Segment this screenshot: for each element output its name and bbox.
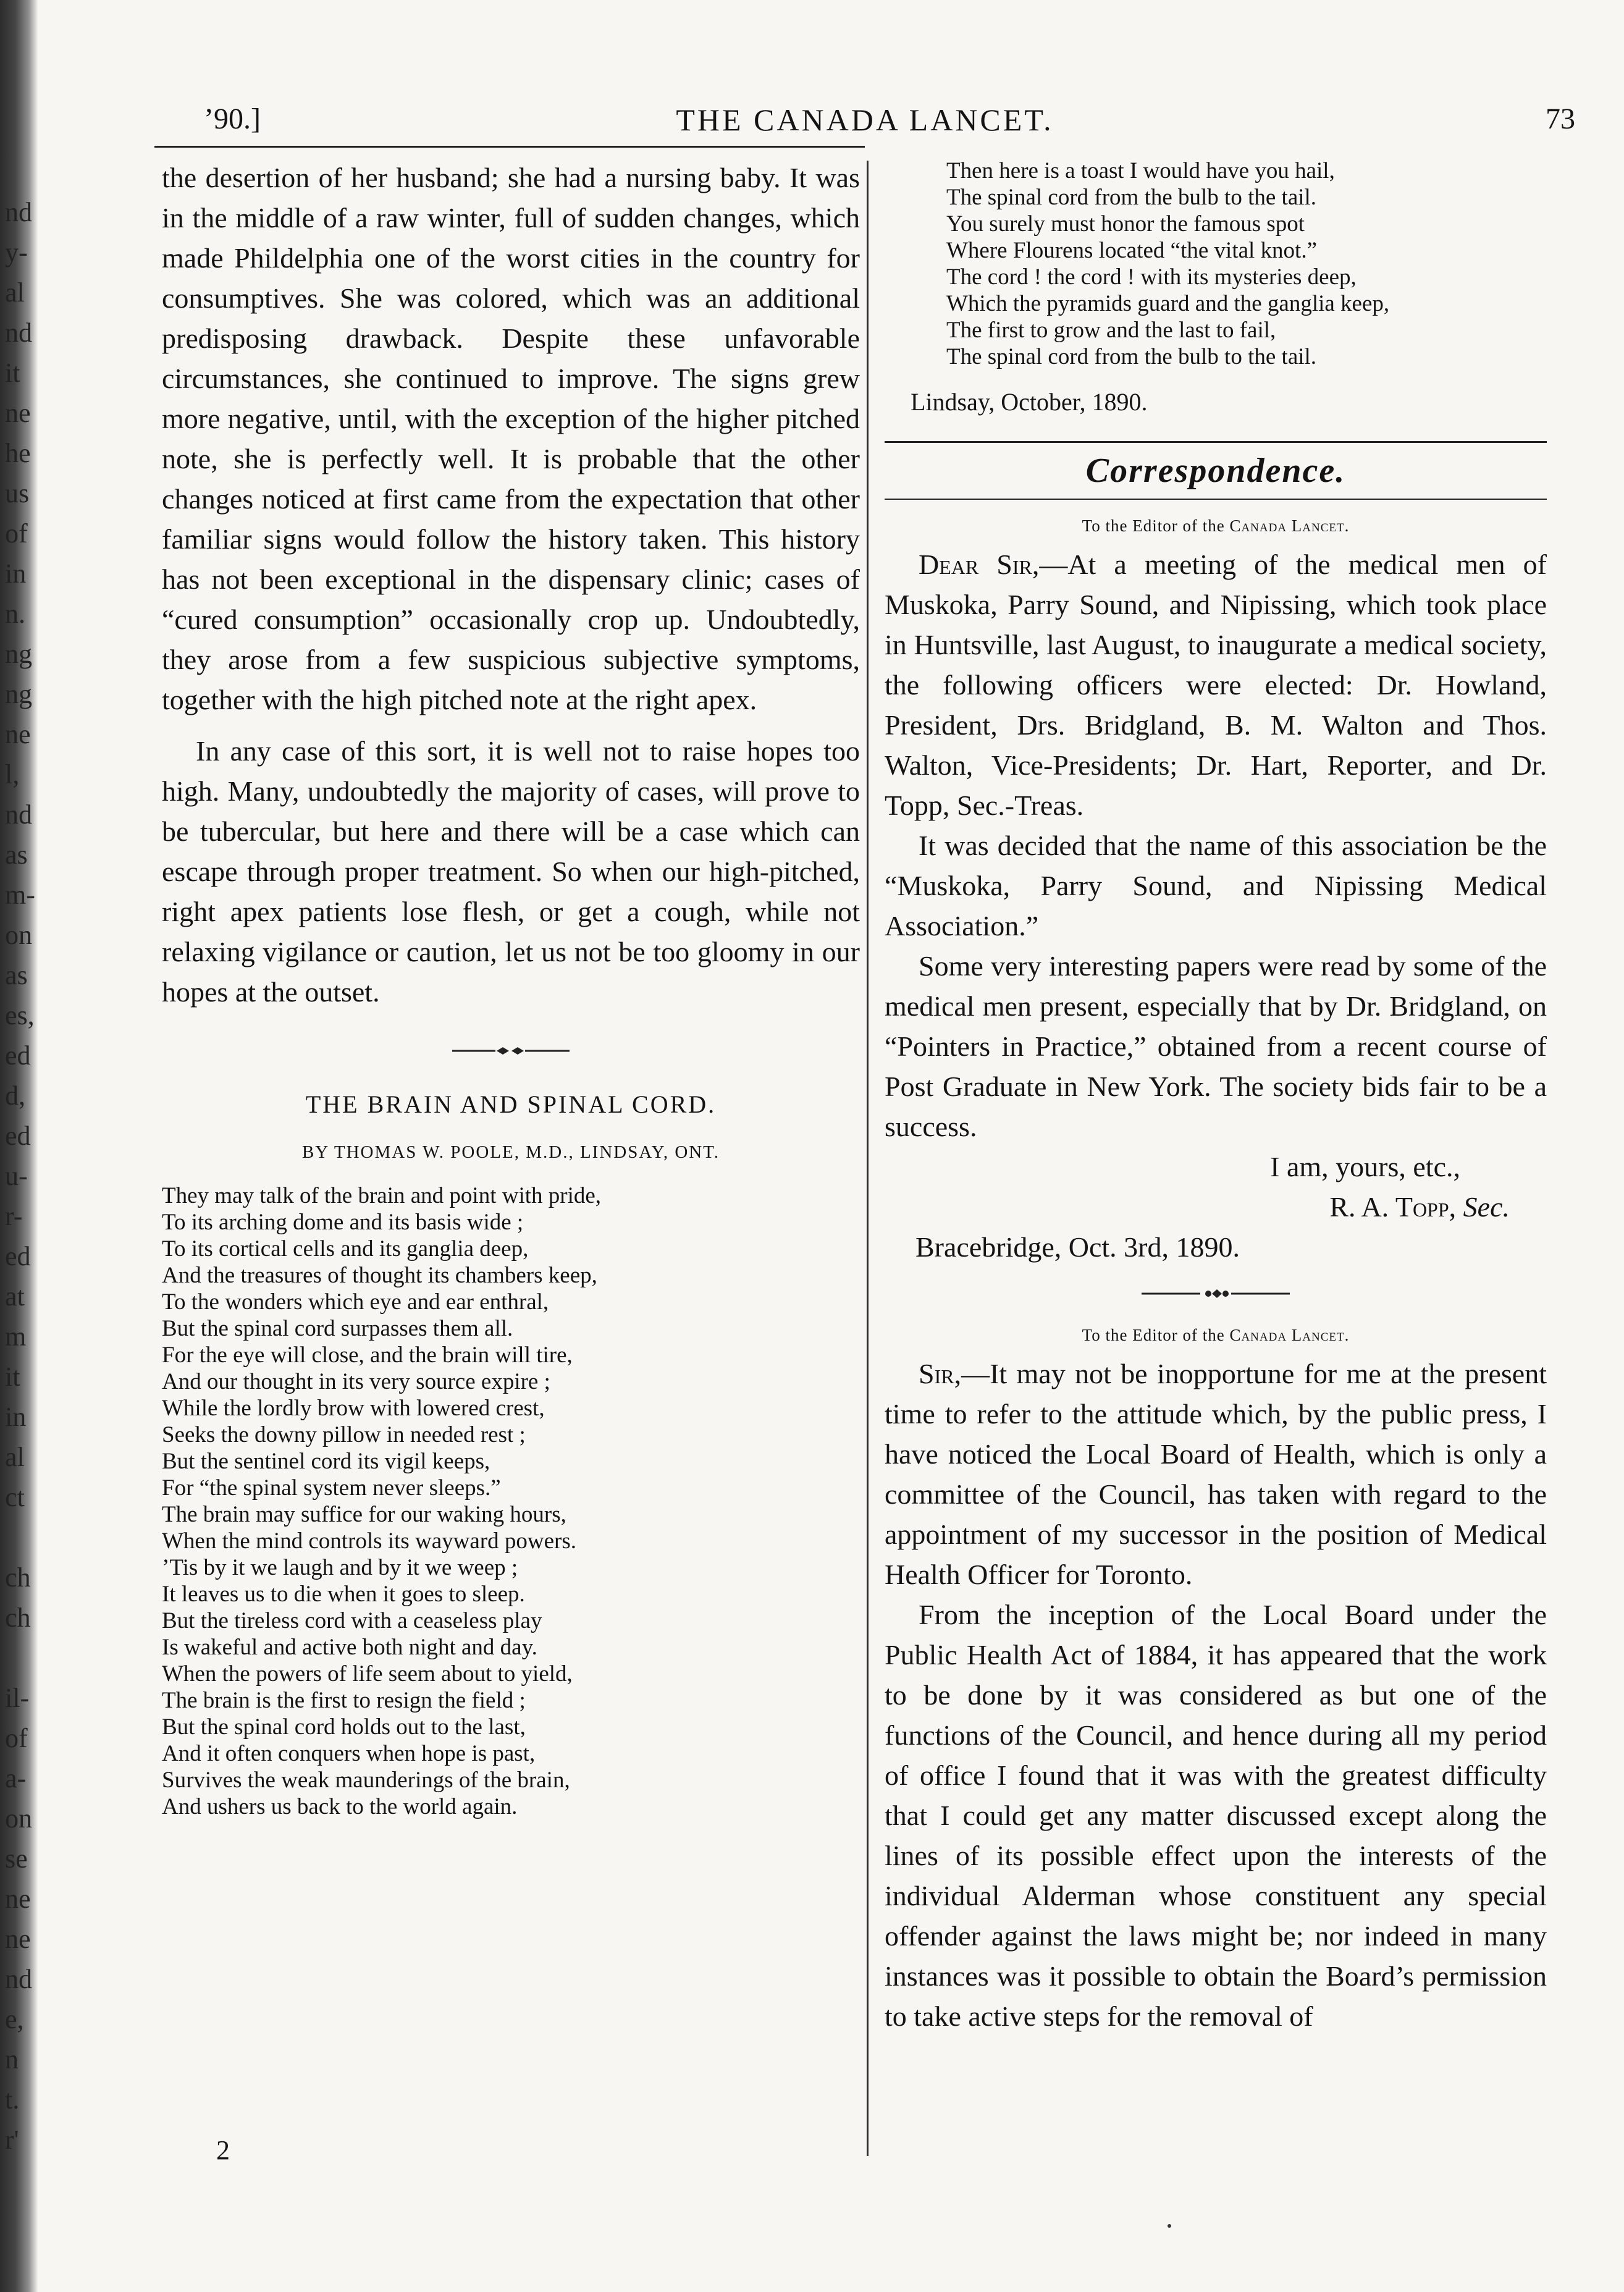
address-prefix: To the Editor of the bbox=[1082, 516, 1230, 535]
verse-line: Where Flourens located “the vital knot.” bbox=[946, 238, 1318, 263]
verse-line: You surely must honor the famous spot bbox=[946, 211, 1305, 237]
margin-fragment: ct bbox=[5, 1482, 25, 1512]
letter-address bbox=[885, 510, 1547, 542]
margin-fragment: ne bbox=[5, 1884, 31, 1914]
verse-line: They may talk of the brain and point with pride, bbox=[162, 1183, 602, 1208]
margin-fragment: l, bbox=[5, 759, 20, 790]
running-header bbox=[154, 102, 1575, 145]
verse-line: When the mind controls its wayward powers. bbox=[162, 1528, 576, 1554]
verse-line: It leaves us to die when it goes to sleep. bbox=[162, 1582, 525, 1607]
letter-closing: I am, yours, etc., bbox=[1270, 1151, 1460, 1182]
ink-speck bbox=[1168, 2224, 1171, 2228]
poem-stanza-3 bbox=[162, 1501, 860, 1661]
margin-fragment: as bbox=[5, 960, 28, 990]
section-heading: Correspondence. bbox=[1085, 452, 1346, 490]
column-divider bbox=[867, 161, 869, 2156]
verse-line: Seeks the downy pillow in needed rest ; bbox=[162, 1422, 526, 1447]
left-column bbox=[162, 158, 860, 1820]
address-journal: Canada Lancet. bbox=[1229, 1326, 1350, 1344]
address-prefix: To the Editor of the bbox=[1082, 1326, 1230, 1344]
margin-fragment: on bbox=[5, 920, 32, 950]
margin-fragment: d, bbox=[5, 1081, 25, 1111]
ornament-divider-icon bbox=[452, 1045, 570, 1057]
margin-fragment: es, bbox=[5, 1000, 35, 1030]
margin-fragment: nd bbox=[5, 318, 32, 348]
margin-fragment: r- bbox=[5, 1201, 23, 1231]
margin-fragment: se bbox=[5, 1843, 28, 1874]
margin-fragment: on bbox=[5, 1803, 32, 1834]
margin-fragment: u- bbox=[5, 1161, 28, 1191]
journal-title: THE CANADA LANCET. bbox=[676, 103, 1054, 137]
margin-fragment: of bbox=[5, 1723, 28, 1753]
verse-line: For the eye will close, and the brain will tire, bbox=[162, 1342, 573, 1368]
margin-fragment: al bbox=[5, 277, 25, 308]
margin-fragment: nd bbox=[5, 197, 32, 227]
margin-fragment: it bbox=[5, 358, 20, 388]
letter-paragraph bbox=[885, 544, 1547, 825]
verse-line: Then here is a toast I would have you hail, bbox=[946, 158, 1335, 183]
margin-fragment: t. bbox=[5, 2084, 20, 2115]
ornament-divider-icon bbox=[1142, 1287, 1290, 1300]
margin-fragment: il- bbox=[5, 1683, 30, 1713]
letter-paragraph: From the inception of the Local Board under the Public Health Act of 1884, it has appeared that the work to be done by it was considered as but one of the functions of the Council, and hence during all my period of office I found that it was with the greatest difficulty that I could get any matter discussed except along the lines of its possible effect upon the interests of the individual Alderman whose constituent any special offender against the laws might be; nor indeed in many instances was it possible to obtain the Board’s permission to take active steps for the removal of bbox=[885, 1599, 1547, 2032]
letter-text: —It may not be inopportune for me at the present time to refer to the attitude which, by the public press, I have noticed the Local Board of Health, which is only a committee of the Council, has taken with regard to the appointment of my successor in the position of Medical Health Officer for Toronto. bbox=[885, 1358, 1547, 1590]
previous-page-margin-fragments bbox=[5, 0, 54, 2292]
verse-line: But the spinal cord holds out to the last, bbox=[162, 1714, 526, 1740]
poem-stanza-1 bbox=[162, 1182, 860, 1342]
paragraph-caution: In any case of this sort, it is well not to raise hopes too high. Many, undoubtedly the majority of cases, will prove to be tubercular, but here and there will be a case which can escape through proper treatment. So when our high-pitched, right apex patients lose flesh, or get a cough, while not relaxing vigilance or caution, let us not be too gloomy in our hopes at the outset. bbox=[162, 735, 860, 1008]
margin-fragment: ch bbox=[5, 1603, 31, 1633]
letter-signer bbox=[885, 1187, 1547, 1227]
poem-stanza-4 bbox=[162, 1661, 860, 1820]
margin-fragment: ne bbox=[5, 719, 31, 749]
margin-fragment: he bbox=[5, 438, 31, 468]
poem-stanza-2 bbox=[162, 1342, 860, 1501]
verse-line: Survives the weak maunderings of the brain, bbox=[162, 1767, 570, 1793]
margin-fragment: ed bbox=[5, 1241, 31, 1271]
margin-fragment: e, bbox=[5, 2004, 24, 2034]
header-rule bbox=[154, 146, 865, 148]
margin-fragment: a- bbox=[5, 1763, 27, 1793]
margin-fragment: ne bbox=[5, 398, 31, 428]
verse-line: The spinal cord from the bulb to the tail. bbox=[946, 344, 1317, 369]
letter-ornament bbox=[885, 1286, 1547, 1304]
verse-line: But the tireless cord with a ceaseless play bbox=[162, 1608, 542, 1633]
margin-fragment: r' bbox=[5, 2125, 19, 2155]
verse-line: And it often conquers when hope is past, bbox=[162, 1741, 536, 1766]
margin-fragment: m- bbox=[5, 880, 35, 910]
verse-line: For “the spinal system never sleeps.” bbox=[162, 1475, 501, 1501]
letter-place-date: Bracebridge, Oct. 3rd, 1890. bbox=[915, 1231, 1240, 1263]
verse-line: The cord ! the cord ! with its mysteries deep, bbox=[946, 264, 1357, 290]
address-journal: Canada Lancet. bbox=[1229, 516, 1350, 535]
verse-line: When the powers of life seem about to yield, bbox=[162, 1661, 573, 1687]
header-year: ’90.] bbox=[204, 103, 261, 135]
verse-line: But the sentinel cord its vigil keeps, bbox=[162, 1449, 490, 1474]
margin-fragment: ng bbox=[5, 679, 32, 709]
margin-fragment: ch bbox=[5, 1562, 31, 1593]
signer-title: Sec. bbox=[1463, 1191, 1510, 1223]
verse-line: To the wonders which eye and ear enthral, bbox=[162, 1289, 549, 1315]
margin-fragment: as bbox=[5, 840, 28, 870]
verse-line: And our thought in its very source expire ; bbox=[162, 1369, 550, 1394]
margin-fragment: ne bbox=[5, 1924, 31, 1954]
letter-text: —At a meeting of the medical men of Muskoka, Parry Sound, and Nipissing, which took place in Huntsville, last August, to inaugurate a medical society, the following officers were elected: Dr. Howland, President, Drs. Bridgland, B. M. Walton and Thos. Walton, Vice-Presidents; Dr. Hart, Reporter, and Dr. Topp, Sec.-Treas. bbox=[885, 549, 1547, 821]
signer-name: R. A. Topp, bbox=[1329, 1191, 1457, 1223]
verse-line: And the treasures of thought its chambers keep, bbox=[162, 1263, 597, 1288]
margin-fragment: us bbox=[5, 478, 30, 508]
verse-line: And ushers us back to the world again. bbox=[162, 1794, 518, 1819]
verse-line: The spinal cord from the bulb to the tail. bbox=[946, 185, 1317, 210]
verse-line: The brain is the first to resign the field ; bbox=[162, 1688, 526, 1713]
margin-fragment: n bbox=[5, 2044, 19, 2075]
letter-salutation: Sir, bbox=[919, 1358, 962, 1389]
margin-fragment: m bbox=[5, 1321, 27, 1352]
verse-line: While the lordly brow with lowered crest, bbox=[162, 1396, 545, 1421]
paragraph-continuation: the desertion of her husband; she had a nursing baby. It was in the middle of a raw winter, full of sudden changes, which made Phildelphia one of the worst cities in the country for consumptives. She was colored, which was an additional predisposing drawback. Despite these unfavorable circumstances, she continued to improve. The signs grew more negative, until, with the exception of the higher pitched note, she is perfectly well. It is probable that the other changes noticed at first came from the expectation that other familiar signs would follow the history taken. This history has not been exceptional in the dispensary clinic; cases of “cured consumption” occasionally crop up. Undoubtedly, they arose from a few suspicious subjective symptoms, together with the high pitched note at the right apex. bbox=[162, 162, 860, 715]
margin-fragment: nd bbox=[5, 799, 32, 830]
margin-fragment: al bbox=[5, 1442, 25, 1472]
page-number: 73 bbox=[1546, 103, 1575, 135]
margin-fragment: n. bbox=[5, 599, 25, 629]
verse-line: Which the pyramids guard and the ganglia keep, bbox=[946, 291, 1390, 316]
poem-place-date: Lindsay, October, 1890. bbox=[911, 388, 1148, 416]
poem-stanza-5 bbox=[946, 158, 1547, 370]
margin-fragment: in bbox=[5, 1402, 27, 1432]
margin-fragment: ng bbox=[5, 639, 32, 669]
margin-fragment: at bbox=[5, 1281, 25, 1312]
verse-line: ’Tis by it we laugh and by it we weep ; bbox=[162, 1555, 518, 1580]
section-bottom-rule bbox=[885, 499, 1547, 500]
verse-line: The brain may suffice for our waking hours, bbox=[162, 1502, 566, 1527]
verse-line: The first to grow and the last to fail, bbox=[946, 318, 1276, 343]
margin-fragment: nd bbox=[5, 1964, 32, 1994]
right-column bbox=[885, 158, 1547, 2036]
verse-line: But the spinal cord surpasses them all. bbox=[162, 1316, 513, 1341]
margin-fragment: ed bbox=[5, 1121, 31, 1151]
margin-fragment: it bbox=[5, 1362, 20, 1392]
letter-paragraph: It was decided that the name of this association be the “Muskoka, Parry Sound, and Nipissing Medical Association.” bbox=[885, 830, 1547, 942]
verse-line: Is wakeful and active both night and day. bbox=[162, 1635, 537, 1660]
signature-mark: 2 bbox=[216, 2135, 230, 2165]
margin-fragment: in bbox=[5, 558, 27, 589]
article-byline: BY THOMAS W. POOLE, M.D., LINDSAY, ONT. bbox=[301, 1142, 720, 1162]
verse-line: To its arching dome and its basis wide ; bbox=[162, 1210, 524, 1235]
verse-line: To its cortical cells and its ganglia deep, bbox=[162, 1236, 529, 1262]
letter-paragraph: Some very interesting papers were read by some of the medical men present, especially that by Dr. Bridgland, on “Pointers in Practice,” obtained from a recent course of Post Graduate in New York. The society bids fair to be a success. bbox=[885, 950, 1547, 1142]
section-ornament bbox=[162, 1043, 860, 1061]
margin-fragment: ed bbox=[5, 1040, 31, 1071]
letter-address bbox=[885, 1319, 1547, 1351]
letter-salutation: Dear Sir, bbox=[919, 549, 1040, 580]
margin-fragment: y- bbox=[5, 237, 28, 268]
margin-fragment: of bbox=[5, 518, 28, 549]
letter-paragraph bbox=[885, 1354, 1547, 1595]
article-title: THE BRAIN AND SPINAL CORD. bbox=[305, 1090, 717, 1118]
